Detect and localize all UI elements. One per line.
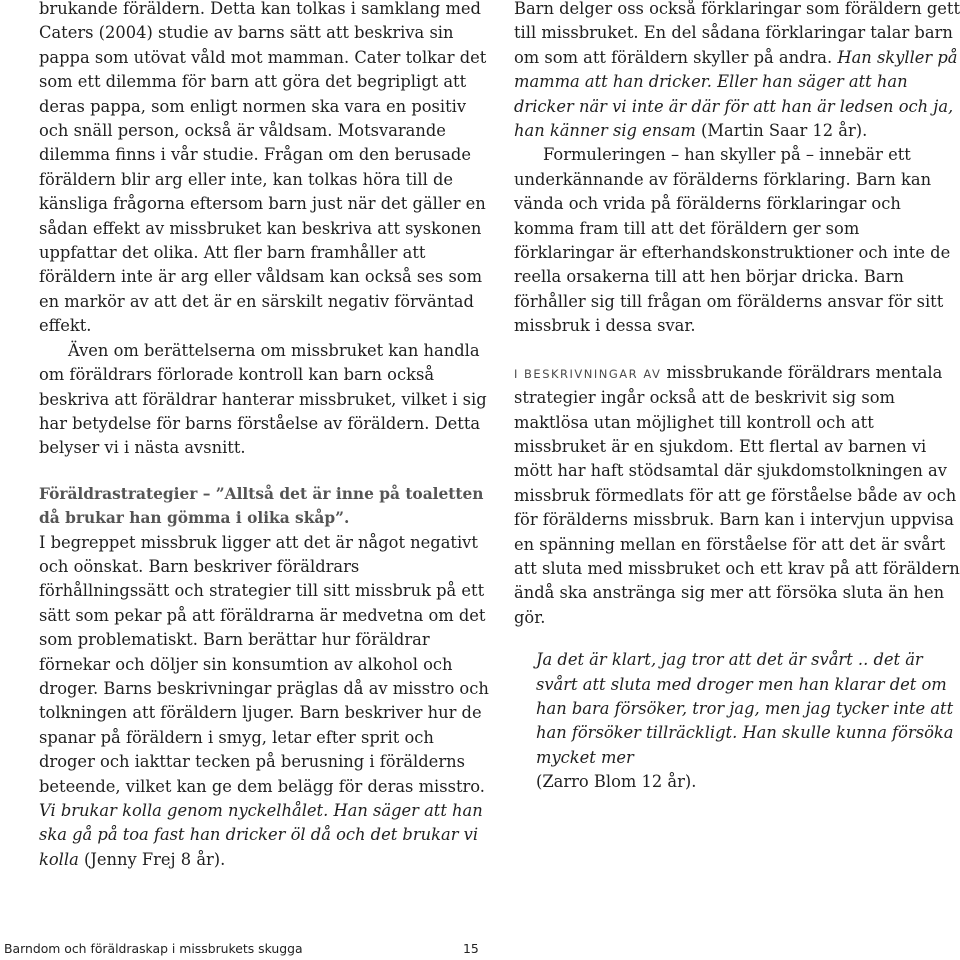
- block-quote-attribution: (Zarro Blom 12 år).: [536, 772, 697, 792]
- footer-title: Barndom och föräldraskap i missbrukets skugga: [4, 941, 303, 956]
- block-quote-text: Ja det är klart, jag tror att det är svårt .. det är svårt att sluta med droger men han klarar det om han bara försöker, tror jag, men jag tycker inte att han försöker tillräckligt. Han skulle kunna försöka mycket mer: [536, 650, 954, 767]
- left-inline-quote: Vi brukar kolla genom nyckelhålet. Han säger att han ska gå på toa fast han dricker öl då och det brukar vi kolla: [39, 801, 483, 869]
- left-paragraph-3: [39, 531, 491, 873]
- right-paragraph-2: Formuleringen – han skyller på – innebär ett underkännande av förälderns förklaring. Barn kan vända och vrida på förälderns förklaringar och komma fram till att det föräldern ger som förklaringar är efterhandskonstruktioner och inte de reella orsakerna till att hen börjar dricka. Barn förhåller sig till frågan om förälderns ansvar för sitt missbruk i dessa svar.: [514, 145, 951, 336]
- right-paragraph-3: [514, 361, 960, 630]
- left-paragraph-1: brukande föräldern. Detta kan tolkas i samklang med Caters (2004) studie av barns sätt att beskriva sin pappa som utövat våld mot mamman. Cater tolkar det som ett dilemma för barn att göra det begripligt att deras pappa, som enligt normen ska vara en positiv och snäll person, också är våldsam. Motsvarande dilemma finns i vår studie. Frågan om den berusade föräldern blir arg eller inte, kan tolkas höra till de känsliga frågorna eftersom barn just när det gäller en sådan effekt av missbruket kan beskriva att syskonen uppfattar det olika. Att fler barn framhåller att föräldern inte är arg eller våldsam kan också ses som en markör av att det är en särskilt negativ förväntad effekt.: [39, 0, 487, 336]
- left-paragraph-3-text: I begreppet missbruk ligger att det är något negativt och oönskat. Barn beskriver föräldrars förhållningssätt och strategier till sitt missbruk på ett sätt som pekar på att föräldrarna är medvetna om det som problematiskt. Barn berättar hur föräldrar förnekar och döljer sin konsumtion av alkohol och droger. Barns beskrivningar präglas då av misstro och tolkningen att föräldern ljuger. Barn beskriver hur de spanar på föräldern i smyg, letar efter sprit och droger och iakttar tecken på berusning i förälderns beteende, vilket kan ge dem belägg för deras misstro.: [39, 532, 489, 796]
- right-paragraph-1: [514, 0, 960, 143]
- left-paragraph-2: Även om berättelserna om missbruket kan handla om föräldrars förlorade kontroll kan barn också beskriva att föräldrar hanterar missbruket, vilket i sig har betydelse för barns förståelse av föräldern. Detta belyser vi i nästa avsnitt.: [39, 340, 487, 458]
- right-quote-attribution: (Martin Saar 12 år).: [700, 121, 868, 141]
- block-quote: [536, 648, 960, 794]
- left-quote-attribution: (Jenny Frej 8 år).: [83, 849, 226, 869]
- right-column: [514, 0, 960, 795]
- section-heading: Föräldrastrategier – ”Alltså det är inne på toaletten då brukar han gömma i olika skåp”.: [39, 484, 484, 528]
- paragraph-lead-in: I BESKRIVNINGAR AV: [514, 366, 662, 381]
- right-inline-quote: Han skyller på mamma att han dricker. Eller han säger att han dricker när vi inte är där för att han är ledsen och ja, han känner sig ensam: [514, 47, 958, 141]
- left-column: [39, 0, 491, 872]
- page-footer: [4, 941, 504, 957]
- right-paragraph-3-text: missbrukande föräldrars mentala strategier ingår också att de beskrivit sig som maktlösa utan möjlighet till kontroll och att missbruket är en sjukdom. Ett flertal av barnen vi mött har haft stödsamtal där sjukdomstolkningen av missbruk förmedlats för att ge förståelse både av och för förälderns missbruk. Barn kan i intervjun uppvisa en spänning mellan en förståelse för att det är svårt att sluta med missbruket och ett krav på att föräldern ändå ska anstränga sig mer att försöka sluta än hen gör.: [514, 362, 960, 627]
- right-paragraph-1-text: Barn delger oss också förklaringar som föräldern gett till missbruket. En del sådana förklaringar talar barn om som att föräldern skyller på andra.: [514, 0, 960, 67]
- page-number: 15: [463, 941, 479, 956]
